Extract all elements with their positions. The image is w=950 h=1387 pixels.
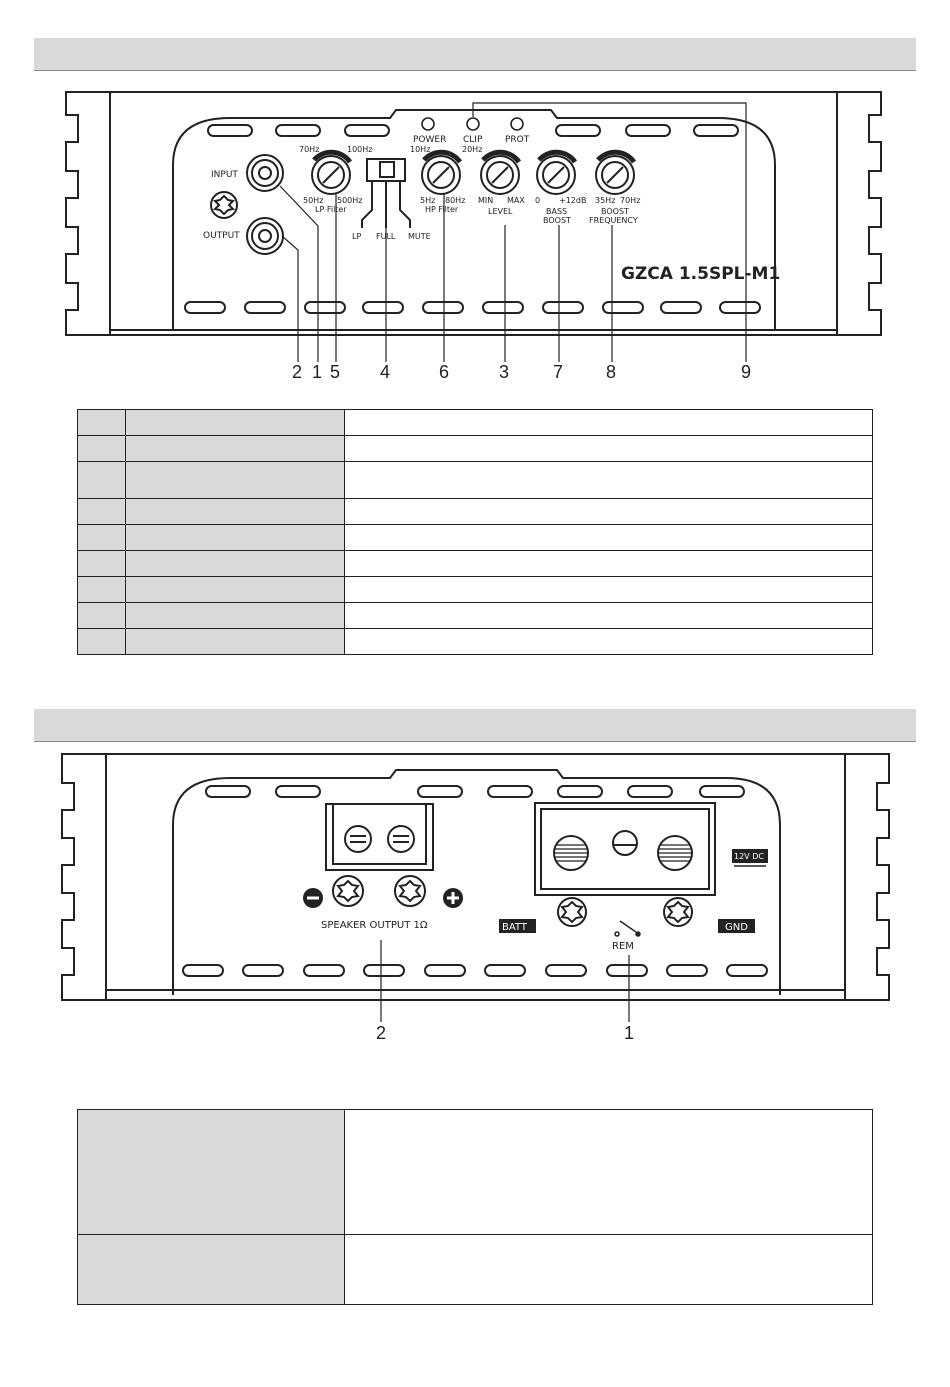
callout-9: 9: [741, 362, 752, 382]
minus-icon: [303, 888, 323, 908]
prot-led-label: PROT: [505, 135, 530, 145]
level-max: MAX: [507, 196, 525, 205]
model-name: GZCA 1.5SPL-M1: [621, 264, 781, 284]
batt-screw-icon: [558, 898, 586, 926]
hp-top-left: 10Hz: [410, 145, 431, 154]
bass-boost-label-2: BOOST: [543, 216, 571, 225]
callout-3: 3: [499, 362, 510, 382]
rem-switch-icon: [615, 921, 640, 936]
callout-4: 4: [380, 362, 391, 382]
callout-8: 8: [606, 362, 617, 382]
callout-1: 1: [312, 362, 323, 382]
switch-lp-label: LP: [352, 232, 362, 241]
clip-led-label: CLIP: [463, 135, 483, 145]
hp-bottom-right: 80Hz: [445, 196, 466, 205]
lp-top-left: 70Hz: [299, 145, 320, 154]
callout-7: 7: [553, 362, 564, 382]
hp-top-right: 20Hz: [462, 145, 483, 154]
bass-boost-label-1: BASS: [546, 207, 568, 216]
callout-2: 2: [292, 362, 303, 382]
switch-full-label: FULL: [376, 232, 396, 241]
bass-boost-min: 0: [535, 196, 541, 205]
level-label: LEVEL: [488, 207, 513, 216]
speaker-output-label: SPEAKER OUTPUT 1Ω: [321, 920, 428, 931]
callout-6: 6: [439, 362, 450, 382]
lp-bottom-right: 500Hz: [337, 196, 363, 205]
table-row: [78, 1110, 873, 1235]
lp-top-right: 100Hz: [347, 145, 373, 154]
bass-boost-max: +12dB: [559, 196, 587, 205]
rear-callout-1: 1: [624, 1023, 635, 1043]
input-label: INPUT: [211, 170, 238, 180]
switch-mute-label: MUTE: [408, 232, 431, 241]
rear-panel-table: [77, 1109, 873, 1305]
hp-filter-label: HP Filter: [425, 205, 459, 214]
gnd-screw-icon: [664, 898, 692, 926]
lp-bottom-left: 50Hz: [303, 196, 324, 205]
boost-freq-label-1: BOOST: [601, 207, 629, 216]
boost-freq-min: 35Hz: [595, 196, 616, 205]
gnd-badge: GND: [725, 922, 748, 933]
batt-badge: BATT: [502, 922, 527, 933]
hp-bottom-left: 5Hz: [420, 196, 436, 205]
plus-icon: [443, 888, 463, 908]
output-label: OUTPUT: [203, 231, 240, 241]
dc-badge: 12V DC: [734, 852, 764, 861]
level-min: MIN: [478, 196, 494, 205]
boost-freq-max: 70Hz: [620, 196, 641, 205]
speaker-positive-screw-icon: [395, 876, 425, 906]
lp-filter-label: LP Filter: [315, 205, 347, 214]
speaker-terminal-block: [326, 804, 433, 870]
rear-callout-2: 2: [376, 1023, 387, 1043]
speaker-negative-screw-icon: [333, 876, 363, 906]
callout-5: 5: [330, 362, 341, 382]
table-row: [78, 1235, 873, 1305]
boost-freq-label-2: FREQUENCY: [589, 216, 638, 225]
power-led-label: POWER: [413, 135, 447, 145]
rem-label: REM: [612, 941, 634, 952]
